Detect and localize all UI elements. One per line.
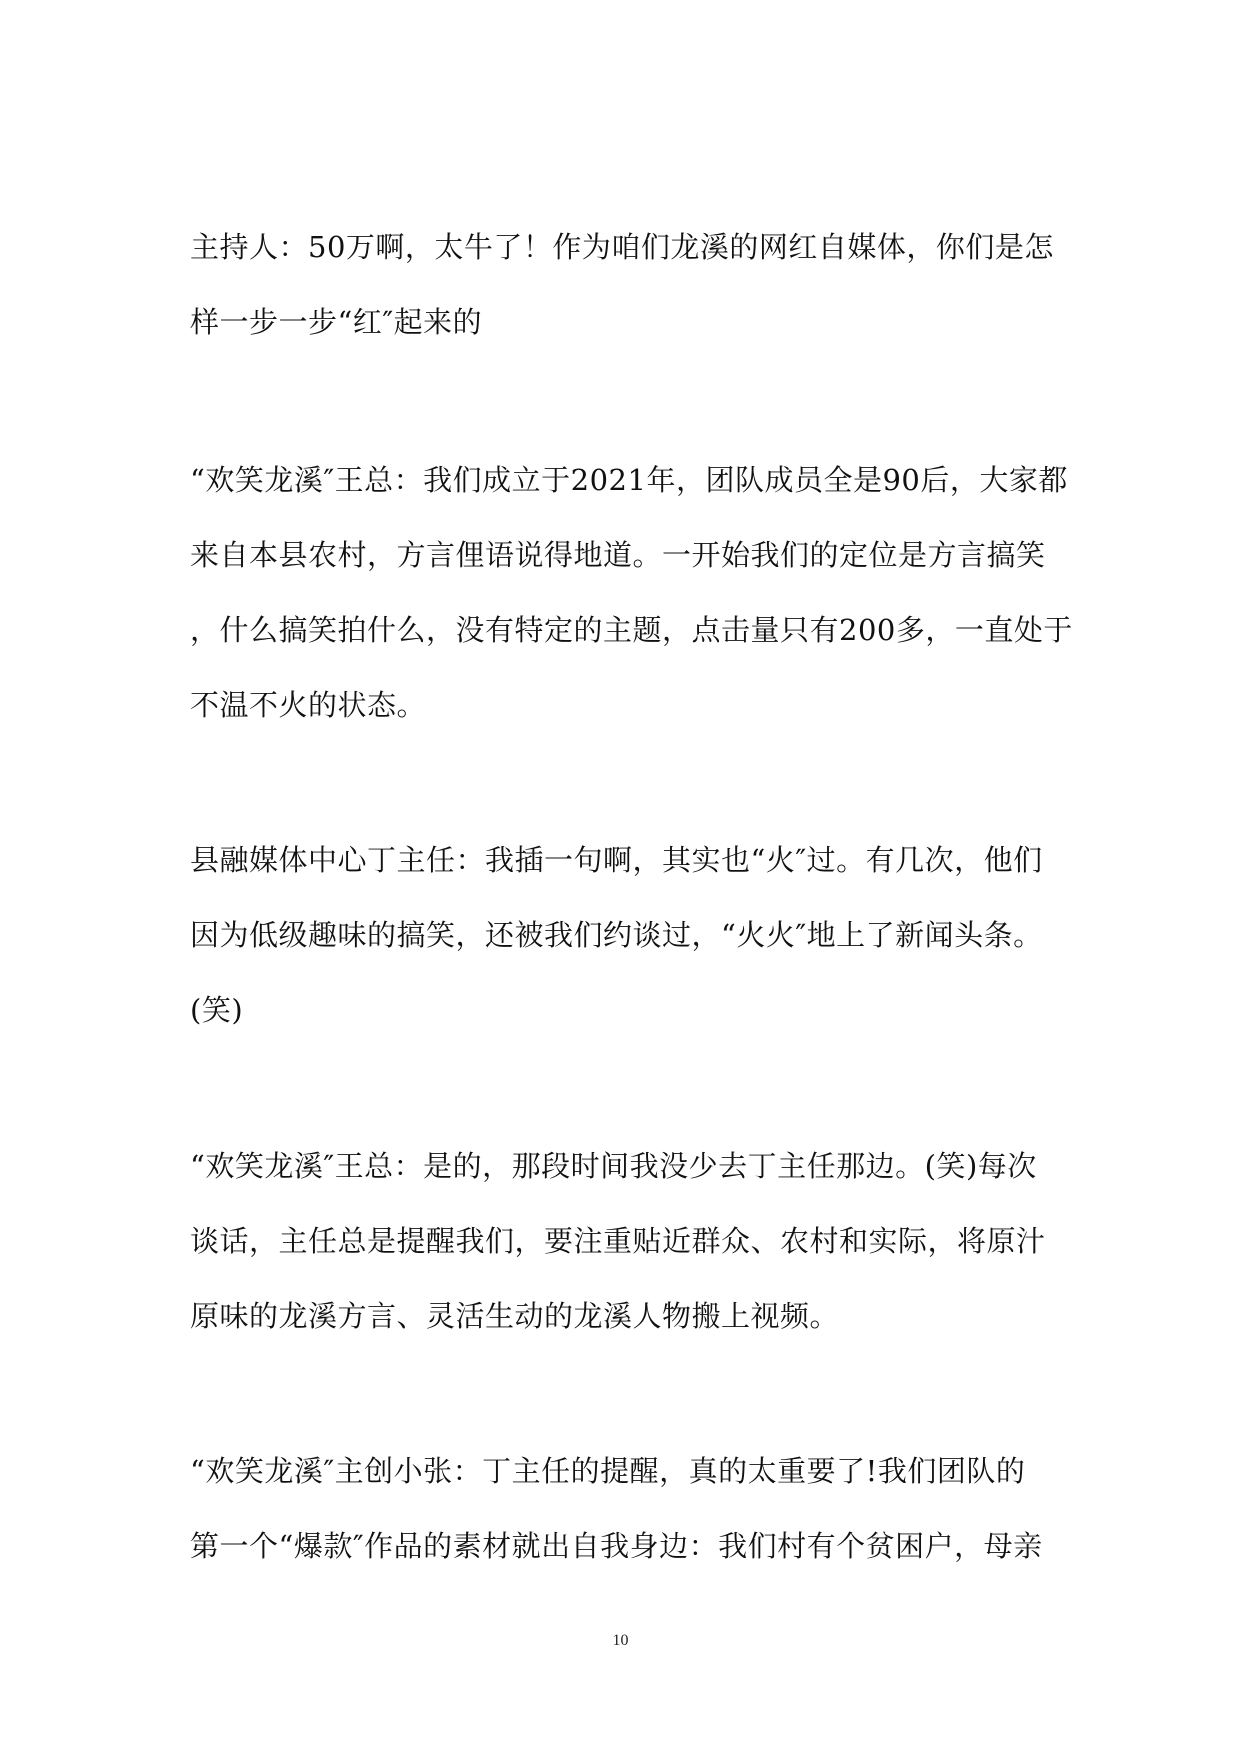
text-line: 谈话，主任总是提醒我们，要注重贴近群众、农村和实际，将原汁	[190, 1224, 1046, 1258]
text-line: 因为低级趣味的搞笑，还被我们约谈过，“火火″地上了新闻头条。	[190, 918, 1043, 952]
text-line: 不温不火的状态。	[190, 688, 427, 722]
text-line: 主持人：50万啊，太牛了！作为咱们龙溪的网红自媒体，你们是怎	[190, 230, 1054, 264]
text-line: (笑)	[190, 993, 244, 1027]
paragraph-host-question	[190, 210, 1060, 360]
text-line: 第一个“爆款″作品的素材就出自我身边：我们村有个贫困户，母亲	[190, 1529, 1043, 1563]
text-line: “欢笑龙溪″王总：我们成立于2021年，团队成员全是90后，大家都	[190, 463, 1068, 497]
text-line: 县融媒体中心丁主任：我插一句啊，其实也“火″过。有几次，他们	[190, 843, 1043, 877]
text-line: 来自本县农村，方言俚语说得地道。一开始我们的定位是方言搞笑	[190, 538, 1046, 572]
text-line: ，什么搞笑拍什么，没有特定的主题，点击量只有200多，一直处于	[190, 613, 1073, 647]
text-line: 原味的龙溪方言、灵活生动的龙溪人物搬上视频。	[190, 1299, 840, 1333]
page-number: 10	[612, 1632, 629, 1649]
paragraph-wang-answer	[190, 443, 1073, 743]
paragraph-ding-interjection	[190, 823, 1060, 1048]
paragraph-zhang-answer	[190, 1434, 1060, 1584]
text-line: “欢笑龙溪″王总：是的，那段时间我没少去丁主任那边。(笑)每次	[190, 1149, 1037, 1183]
paragraph-wang-reply	[190, 1129, 1060, 1354]
text-line: “欢笑龙溪″主创小张：丁主任的提醒，真的太重要了!我们团队的	[190, 1454, 1026, 1488]
text-line: 样一步一步“红″起来的	[190, 305, 483, 339]
